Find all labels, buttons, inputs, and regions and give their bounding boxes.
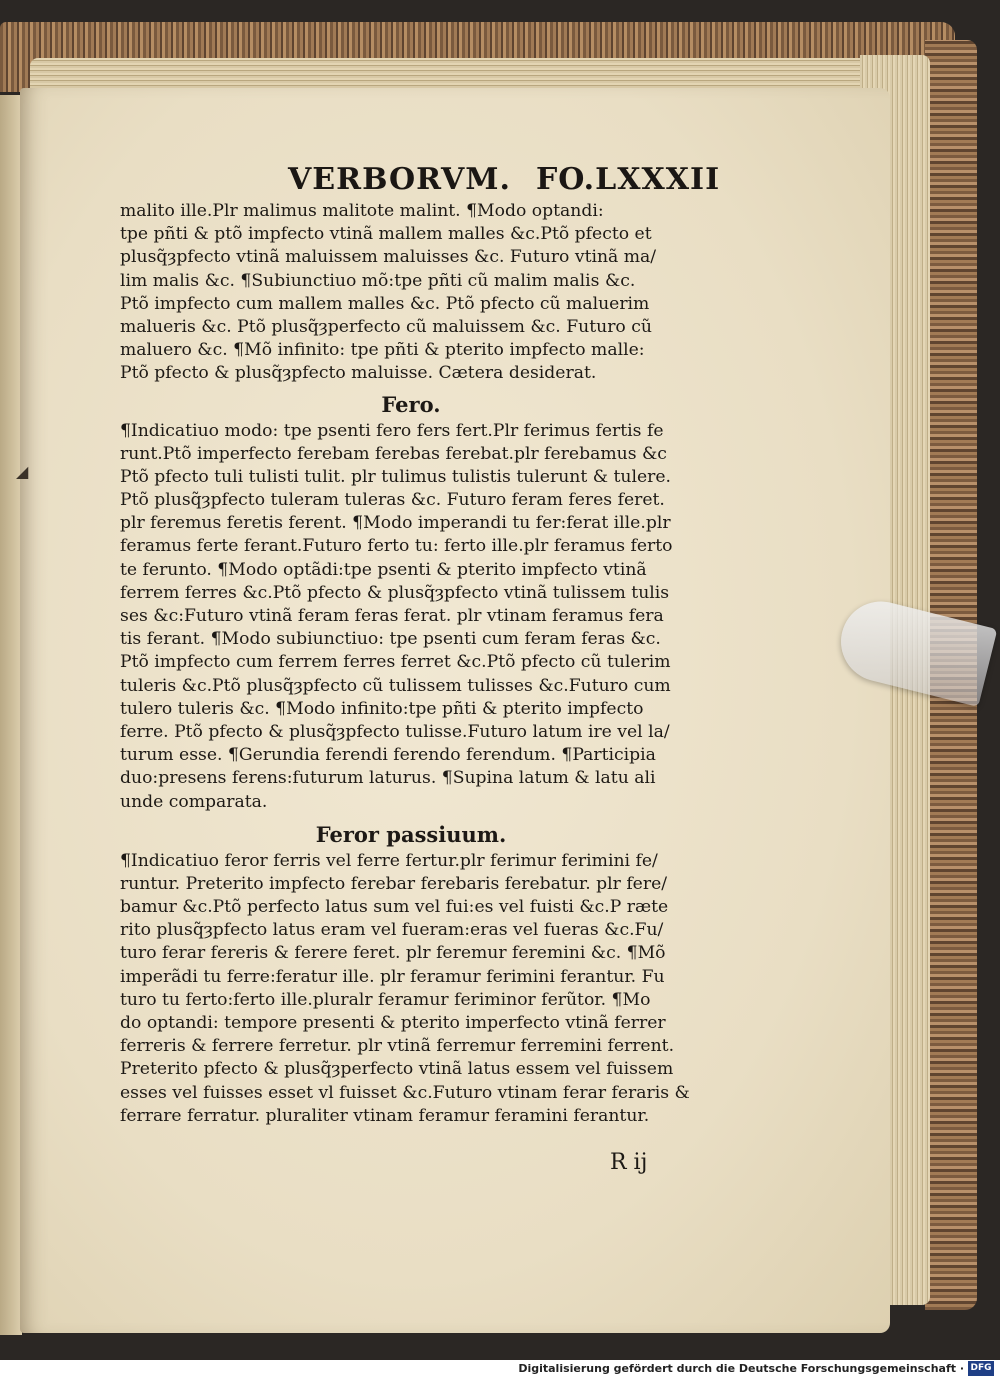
text-line: ferrem ferres &c.Ptõ pfecto & plusq̃ȝpfecto vtinã tulissem tulis (120, 582, 670, 603)
text-line: do optandi: tempore presenti & pterito imperfecto vtinã ferrer (120, 1013, 666, 1033)
text-line: rito plusq̃ȝpfecto latus eram vel fueram:eras vel fueras &c.Fu/ (120, 920, 664, 941)
text-line: esses vel fuisses esset vl fuisset &c.Futuro vtinam ferar feraris & (120, 1082, 690, 1103)
text-line: ¶Indicatiuo modo: tpe psenti fero fers fert.Plr ferimus fertis fe (120, 420, 664, 441)
text-line: ferre. Ptõ pfecto & plusq̃ȝpfecto tulisse.Futuro latum ire vel la/ (120, 721, 670, 742)
text-line: lim malis &c. ¶Subiunctiuo mõ:tpe pñti cũ malim malis &c. (120, 270, 636, 291)
text-line: Ptõ plusq̃ȝpfecto tuleram tuleras &c. Futuro feram feres feret. (120, 490, 665, 511)
text-line: tulero tuleris &c. ¶Modo infinito:tpe pñti & pterito impfecto (120, 698, 644, 719)
text-line: turum esse. ¶Gerundia ferendi ferendo ferendum. ¶Participia (120, 745, 656, 766)
text-line: plusq̃ȝpfecto vtinã maluissem maluisses &c. Futuro vtinã ma/ (120, 247, 657, 268)
footer-credit: Digitalisierung gefördert durch die Deutsche Forschungsgemeinschaft · (518, 1362, 964, 1375)
signature-mark: R ij (610, 1150, 648, 1175)
text-line: Ptõ pfecto & plusq̃ȝpfecto maluisse. Cætera desiderat. (120, 363, 597, 384)
text-line: plr feremus feretis ferent. ¶Modo imperandi tu fer:ferat ille.plr (120, 513, 671, 534)
margin-mark-icon: ◢ (16, 462, 29, 481)
text-line: malueris &c. Ptõ plusq̃ȝperfecto cũ maluissem &c. Futuro cũ (120, 316, 652, 337)
text-line: runt.Ptõ imperfecto ferebam ferebas ferebat.plr ferebamus &c (120, 443, 667, 464)
page-stack-left (0, 95, 22, 1335)
text-line: turo ferar fereris & ferere feret. plr feremur feremini &c. ¶Mõ (120, 943, 666, 964)
paragraph-2 (120, 420, 702, 814)
text-line: maluero &c. ¶Mõ infinito: tpe pñti & pterito impfecto malle: (120, 340, 645, 361)
text-line: imperãdi tu ferre:feratur ille. plr feramur ferimini ferantur. Fu (120, 966, 665, 987)
text-line: unde comparata. (120, 791, 268, 812)
text-line: tpe pñti & ptõ impfecto vtinã mallem malles &c.Ptõ pfecto et (120, 224, 652, 245)
text-line: ses &c:Futuro vtinã feram feras ferat. plr vtinam feramus fera (120, 606, 664, 626)
text-line: turo tu ferto:ferto ille.pluralr feramur feriminor ferũtor. ¶Mo (120, 989, 651, 1010)
text-line: duo:presens ferens:futurum laturus. ¶Supina latum & latu ali (120, 768, 656, 789)
text-line: malito ille.Plr malimus malitote malint. ¶Modo optandi: (120, 201, 604, 221)
text-line: feramus ferte ferant.Futuro ferto tu: ferto ille.plr feramus ferto (120, 536, 673, 557)
text-line: Ptõ impfecto cum mallem malles &c. Ptõ pfecto cũ maluerim (120, 293, 650, 314)
text-line: bamur &c.Ptõ perfecto latus sum vel fui:es vel fuisti &c.P ræte (120, 897, 669, 918)
dfg-logo: DFG (968, 1361, 994, 1376)
text-line: ferrare ferratur. pluraliter vtinam feramur feramini ferantur. (120, 1105, 650, 1126)
text-line: runtur. Preterito impfecto ferebar ferebaris ferebatur. plr fere/ (120, 873, 668, 894)
text-line: Ptõ pfecto tuli tulisti tulit. plr tulimus tulistis tulerunt & tulere. (120, 466, 671, 487)
text-line: Preterito pfecto & plusq̃ȝperfecto vtinã latus essem vel fuissem (120, 1059, 674, 1080)
paragraph-1 (120, 200, 702, 386)
text-line: Ptõ impfecto cum ferrem ferres ferret &c.Ptõ pfecto cũ tulerim (120, 652, 671, 673)
paragraph-3 (120, 850, 702, 1128)
text-line: te ferunto. ¶Modo optãdi:tpe psenti & pterito impfecto vtinã (120, 559, 647, 580)
text-line: tis ferant. ¶Modo subiunctiuo: tpe psenti cum feram feras &c. (120, 629, 661, 650)
text-line: ferreris & ferrere ferretur. plr vtinã ferremur ferremini ferrent. (120, 1036, 675, 1057)
section-heading-feror: Feror passiuum. (315, 821, 507, 847)
text-line: ¶Indicatiuo feror ferris vel ferre fertur.plr ferimur ferimini fe/ (120, 850, 658, 871)
text-line: tuleris &c.Ptõ plusq̃ȝpfecto cũ tulissem tulisses &c.Futuro cum (120, 675, 671, 696)
section-heading-fero: Fero. (381, 391, 441, 417)
page-header (288, 162, 721, 202)
running-title: VERBORVM. (288, 162, 511, 197)
text-block (120, 200, 702, 1128)
folio-number: FO.LXXXII (536, 162, 721, 197)
